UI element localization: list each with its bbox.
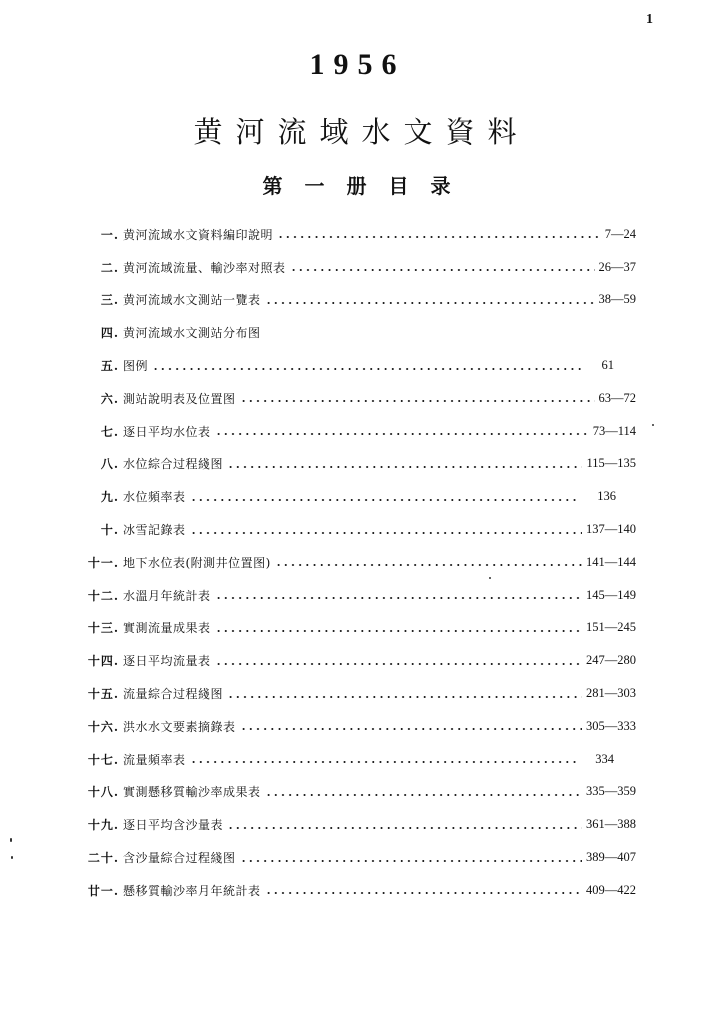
toc-entry-title: 地下水位表(附測井位置图) [123, 555, 271, 570]
toc-entry [76, 218, 636, 251]
toc-entry-title: 水位頻率表 [123, 490, 186, 505]
toc-entry-pages: 61 [601, 358, 614, 373]
dot-leader [227, 827, 582, 829]
toc-entry-number: 十七. [87, 752, 119, 767]
toc-entry-pages: 7—24 [604, 226, 636, 241]
dot-leader [227, 696, 582, 698]
toc-entry [76, 251, 636, 284]
toc-entry-number: 廿一. [87, 883, 119, 898]
toc-entry-pages: 334 [595, 751, 614, 766]
toc-entry-number: 十. [100, 523, 119, 538]
toc-entry-title: 冰雪記錄表 [123, 523, 186, 538]
dot-leader [265, 892, 582, 894]
toc-entry-title: 图例 [123, 359, 149, 374]
toc-entry-pages: 409—422 [586, 882, 636, 897]
toc-entry [76, 480, 636, 513]
toc-entry-number: 十六. [87, 719, 119, 734]
toc-entry-title: 流量頻率表 [123, 752, 186, 767]
toc-entry-title: 黄河流域流量、輸沙率对照表 [123, 260, 286, 275]
toc-entry-number: 三. [100, 293, 119, 308]
toc-entry-pages: 335—359 [586, 784, 636, 799]
toc-entry-title: 黄河流域水文測站一覽表 [123, 293, 261, 308]
dot-leader [275, 564, 582, 566]
toc-entry-pages: 389—407 [586, 850, 636, 865]
toc-entry [76, 546, 636, 579]
dot-leader [240, 728, 582, 730]
toc-entry-title: 逐日平均含沙量表 [123, 818, 224, 833]
dot-leader [215, 597, 582, 599]
toc-entry [76, 808, 636, 841]
dot-leader [240, 860, 582, 862]
dot-leader [227, 466, 582, 468]
dot-leader [265, 794, 582, 796]
toc-entry-pages: 38—59 [598, 292, 636, 307]
toc-entry-pages: 115—135 [586, 456, 636, 471]
toc-entry [76, 349, 636, 382]
toc-entry-pages: 63—72 [598, 390, 636, 405]
table-of-contents [76, 218, 636, 907]
toc-entry-title: 實測流量成果表 [123, 621, 211, 636]
toc-entry [76, 579, 636, 612]
toc-entry-number: 十八. [87, 785, 119, 800]
toc-entry-pages: 26—37 [598, 259, 636, 274]
dot-leader [215, 630, 582, 632]
dot-leader [152, 368, 583, 370]
toc-entry-number: 八. [100, 457, 119, 472]
scan-speck [489, 577, 491, 579]
dot-leader [290, 269, 595, 271]
toc-entry-title: 逐日平均水位表 [123, 424, 211, 439]
toc-entry [76, 382, 636, 415]
toc-entry-number: 十一. [87, 555, 119, 570]
toc-entry-pages: 281—303 [586, 686, 636, 701]
toc-entry [76, 284, 636, 317]
toc-entry-pages: 305—333 [586, 718, 636, 733]
dot-leader [240, 400, 595, 402]
toc-entry [76, 644, 636, 677]
toc-entry [76, 710, 636, 743]
toc-entry-number: 十五. [87, 687, 119, 702]
toc-entry-pages: 151—245 [586, 620, 636, 635]
scan-speck [10, 838, 12, 842]
toc-entry-number: 二. [100, 260, 119, 275]
toc-entry-pages: 136 [597, 489, 616, 504]
toc-entry-number: 九. [100, 490, 119, 505]
toc-heading: 第一册目录 [262, 174, 473, 198]
toc-entry-number: 十二. [87, 588, 119, 603]
toc-entry-number: 十九. [87, 818, 119, 833]
dot-leader [190, 499, 580, 501]
toc-entry-title: 黄河流域水文資料編印說明 [123, 227, 274, 242]
toc-entry-pages: 137—140 [586, 522, 636, 537]
dot-leader [190, 532, 582, 534]
toc-entry [76, 874, 636, 907]
toc-entry-title: 含沙量綜合过程綫图 [123, 851, 236, 866]
document-title: 黄河流域水文資料 [193, 115, 530, 149]
dot-leader [215, 433, 589, 435]
dot-leader [215, 663, 582, 665]
toc-entry-number: 十三. [87, 621, 119, 636]
toc-entry-title: 水溫月年統計表 [123, 588, 211, 603]
toc-entry-pages: 141—144 [586, 554, 636, 569]
toc-entry-pages: 73—114 [592, 423, 636, 438]
toc-entry-number: 二十. [87, 851, 119, 866]
document-year: 1956 [309, 48, 406, 81]
toc-entry-number: 七. [100, 424, 119, 439]
toc-entry-number: 一. [100, 227, 119, 242]
toc-entry-title: 測站說明表及位置图 [123, 391, 236, 406]
toc-entry [76, 841, 636, 874]
page-number: 1 [646, 12, 653, 27]
toc-entry-pages: 145—149 [586, 587, 636, 602]
toc-entry [76, 612, 636, 645]
dot-leader [265, 302, 595, 304]
toc-entry [76, 448, 636, 481]
toc-entry-pages: 247—280 [586, 653, 636, 668]
toc-entry-number: 六. [100, 391, 119, 406]
toc-entry-number: 四. [100, 326, 119, 341]
toc-entry [76, 513, 636, 546]
toc-entry [76, 415, 636, 448]
toc-entry-title: 黄河流域水文測站分布图 [123, 326, 261, 341]
dot-leader [190, 761, 578, 763]
toc-entry-title: 水位綜合过程綫图 [123, 457, 224, 472]
toc-entry [76, 677, 636, 710]
toc-entry-number: 五. [100, 359, 119, 374]
toc-entry-pages: 361—388 [586, 817, 636, 832]
toc-entry [76, 776, 636, 809]
scan-speck [11, 856, 13, 859]
toc-entry-title: 懸移質輸沙率月年統計表 [123, 883, 261, 898]
dot-leader [277, 236, 601, 238]
toc-entry-title: 流量綜合过程綫图 [123, 687, 224, 702]
toc-entry-title: 逐日平均流量表 [123, 654, 211, 669]
toc-entry-title: 實測懸移質輸沙率成果表 [123, 785, 261, 800]
toc-entry [76, 316, 636, 349]
scan-speck [652, 424, 654, 426]
toc-entry-title: 洪水水文要素摘錄表 [123, 719, 236, 734]
toc-entry [76, 743, 636, 776]
toc-entry-number: 十四. [87, 654, 119, 669]
